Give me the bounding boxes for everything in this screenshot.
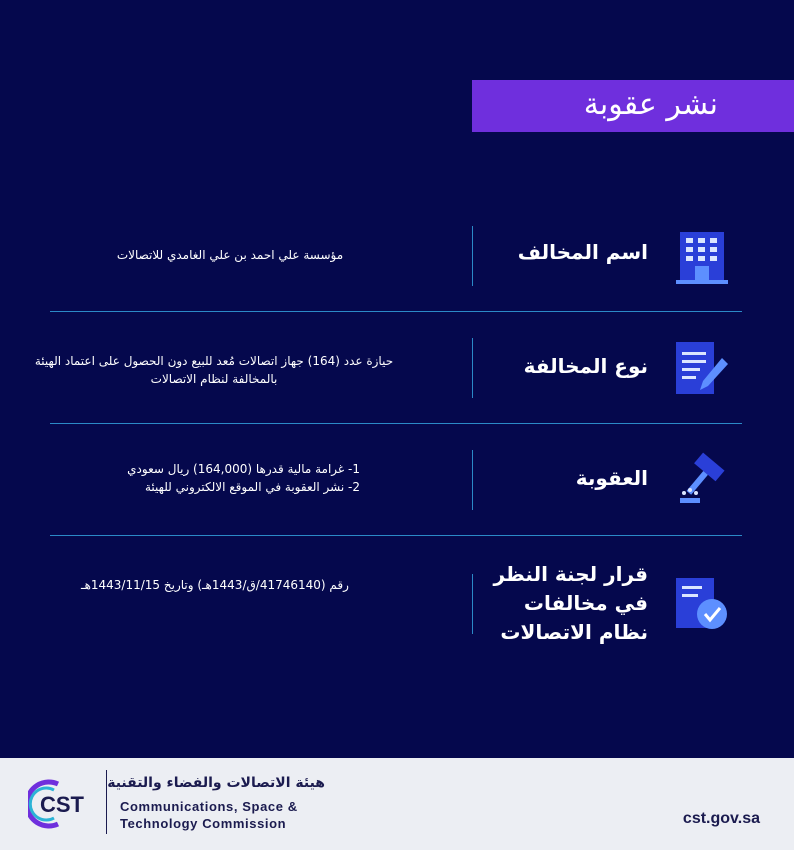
org-name-arabic: هيئة الاتصالات والفضاء والتقنية bbox=[107, 775, 325, 791]
website-link[interactable]: cst.gov.sa bbox=[682, 810, 760, 827]
label-violator-name: اسم المخالف bbox=[517, 240, 648, 264]
committee-line-2: في مخالفات bbox=[523, 591, 648, 615]
committee-line-1: قرار لجنة النظر bbox=[493, 562, 648, 586]
building-icon bbox=[676, 228, 728, 284]
row-violator-name bbox=[0, 222, 794, 292]
row-penalty bbox=[0, 446, 794, 516]
committee-line-3: نظام الاتصالات bbox=[500, 620, 648, 644]
value-violation-type: حيازة عدد (164) جهاز اتصالات مُعد للبيع دون الحصول على اعتماد الهيئة بالمخالفة لنظام الاتصالات bbox=[34, 354, 394, 386]
title-banner bbox=[472, 80, 794, 132]
row-separator bbox=[50, 423, 742, 424]
label-penalty: العقوبة bbox=[575, 466, 648, 490]
logo-text: CST bbox=[40, 792, 84, 817]
org-name-english-line-2: Technology Commission bbox=[120, 816, 287, 831]
row-separator bbox=[50, 311, 742, 312]
value-violator-name: مؤسسة علي احمد بن علي الغامدي للاتصالات bbox=[116, 248, 344, 262]
divider-vertical bbox=[472, 450, 473, 510]
page-title: نشر عقوبة bbox=[583, 87, 718, 122]
value-committee-decision: رقم (41746140/ق/1443هـ) وتاريخ 1443/11/15هـ bbox=[81, 578, 349, 592]
document-pen-icon bbox=[672, 338, 730, 398]
row-violation-type bbox=[0, 334, 794, 404]
row-committee-decision bbox=[0, 556, 794, 656]
org-name-english bbox=[120, 798, 298, 832]
value-penalty bbox=[80, 460, 360, 496]
cst-logo bbox=[28, 776, 98, 832]
divider-vertical bbox=[472, 338, 473, 398]
label-committee-decision bbox=[493, 560, 648, 647]
divider-vertical bbox=[472, 226, 473, 286]
footer bbox=[0, 758, 794, 850]
penalty-line-1: 1- غرامة مالية قدرها (164,000) ريال سعودي bbox=[127, 462, 360, 476]
label-violation-type: نوع المخالفة bbox=[523, 354, 648, 378]
gavel-icon bbox=[674, 452, 732, 508]
penalty-line-2: 2- نشر العقوبة في الموقع الالكتروني للهيئة bbox=[144, 480, 360, 494]
divider-vertical bbox=[472, 574, 473, 634]
org-name-english-line-1: Communications, Space & bbox=[120, 799, 298, 814]
document-check-icon bbox=[672, 574, 732, 636]
row-separator bbox=[50, 535, 742, 536]
